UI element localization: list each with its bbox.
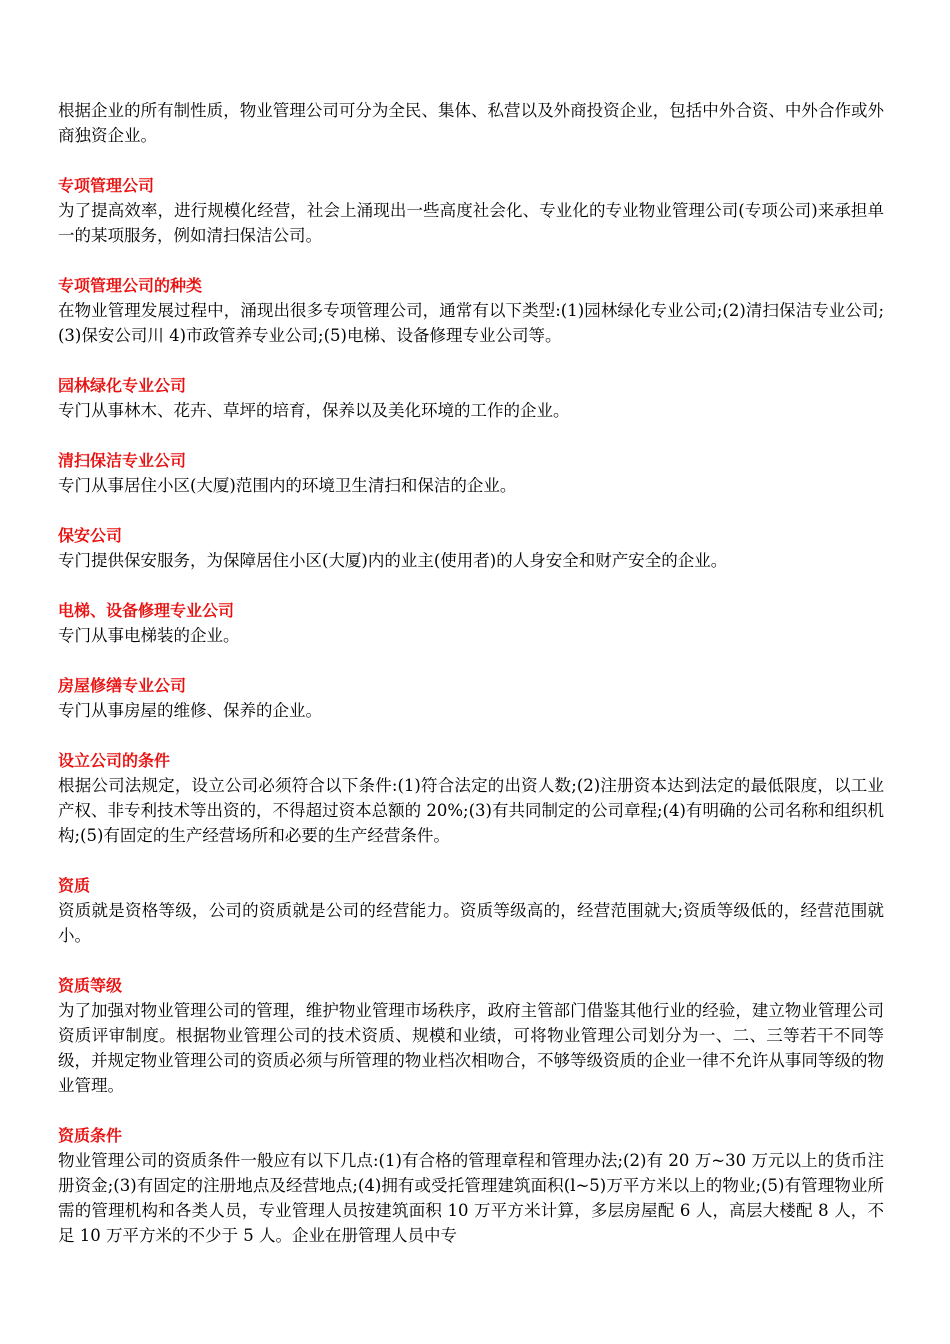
section-body: 专门提供保安服务，为保障居住小区(大厦)内的业主(使用者)的人身安全和财产安全的企业。 [58,551,728,570]
section-qualification-grades [58,973,884,1098]
section-heading: 资质 [58,876,91,895]
section-building-repair-company [58,673,884,723]
document-page [58,98,884,1248]
section-security-company [58,523,884,573]
section-special-company-types [58,273,884,348]
section-heading: 设立公司的条件 [58,751,171,770]
section-body: 专门从事林木、花卉、草坪的培育，保养以及美化环境的工作的企业。 [58,401,570,420]
section-qualification-conditions [58,1123,884,1248]
section-cleaning-company [58,448,884,498]
section-body: 根据公司法规定，设立公司必须符合以下条件:(1)符合法定的出资人数;(2)注册资本达到法定的最低限度，以工业产权、非专利技术等出资的，不得超过资本总额的 20%;(3)有共同制定的公司章程;(4)有明确的公司名称和组织机构;(5)有固定的生产经营场所和必要的生产经营条件。 [58,776,884,845]
section-heading: 保安公司 [58,526,123,545]
section-elevator-repair-company [58,598,884,648]
section-heading: 园林绿化专业公司 [58,376,187,395]
section-heading: 专项管理公司的种类 [58,276,203,295]
section-heading: 清扫保洁专业公司 [58,451,187,470]
section-special-management-company [58,173,884,248]
section-body: 在物业管理发展过程中，涌现出很多专项管理公司，通常有以下类型:(1)园林绿化专业公司;(2)清扫保洁专业公司;(3)保安公司川 4)市政管养专业公司;(5)电梯、设备修理专业公司等。 [58,301,884,345]
section-body: 专门从事居住小区(大厦)范围内的环境卫生清扫和保洁的企业。 [58,476,517,495]
section-heading: 资质等级 [58,976,123,995]
section-landscaping-company [58,373,884,423]
section-body: 物业管理公司的资质条件一般应有以下几点:(1)有合格的管理章程和管理办法;(2)有 20 万~30 万元以上的货币注册资金;(3)有固定的注册地点及经营地点;(4)拥有或受托管理建筑面积(l~5)万平方米以上的物业;(5)有管理物业所需的管理机构和各类人员，专业管理人员按建筑面积 10 万平方米计算，多层房屋配 6 人，高层大楼配 8 人，不足 10 万平方米的不少于 5 人。企业在册管理人员中专 [58,1151,884,1245]
section-body: 为了加强对物业管理公司的管理，维护物业管理市场秩序，政府主管部门借鉴其他行业的经验，建立物业管理公司资质评审制度。根据物业管理公司的技术资质、规模和业绩，可将物业管理公司划分为一、二、三等若干不同等级，并规定物业管理公司的资质必须与所管理的物业档次相吻合，不够等级资质的企业一律不允许从事同等级的物业管理。 [58,1001,884,1095]
section-body: 专门从事房屋的维修、保养的企业。 [58,701,322,720]
section-qualification [58,873,884,948]
section-body: 为了提高效率，进行规模化经营，社会上涌现出一些高度社会化、专业化的专业物业管理公司(专项公司)来承担单一的某项服务，例如清扫保洁公司。 [58,201,884,245]
section-heading: 电梯、设备修理专业公司 [58,601,235,620]
intro-paragraph: 根据企业的所有制性质，物业管理公司可分为全民、集体、私营以及外商投资企业，包括中外合资、中外合作或外商独资企业。 [58,101,884,145]
section-heading: 专项管理公司 [58,176,155,195]
section-body: 资质就是资格等级，公司的资质就是公司的经营能力。资质等级高的，经营范围就大;资质等级低的，经营范围就小。 [58,901,884,945]
section-body: 专门从事电梯装的企业。 [58,626,240,645]
section-company-establishment-conditions [58,748,884,848]
section-heading: 房屋修缮专业公司 [58,676,187,695]
section-heading: 资质条件 [58,1126,123,1145]
